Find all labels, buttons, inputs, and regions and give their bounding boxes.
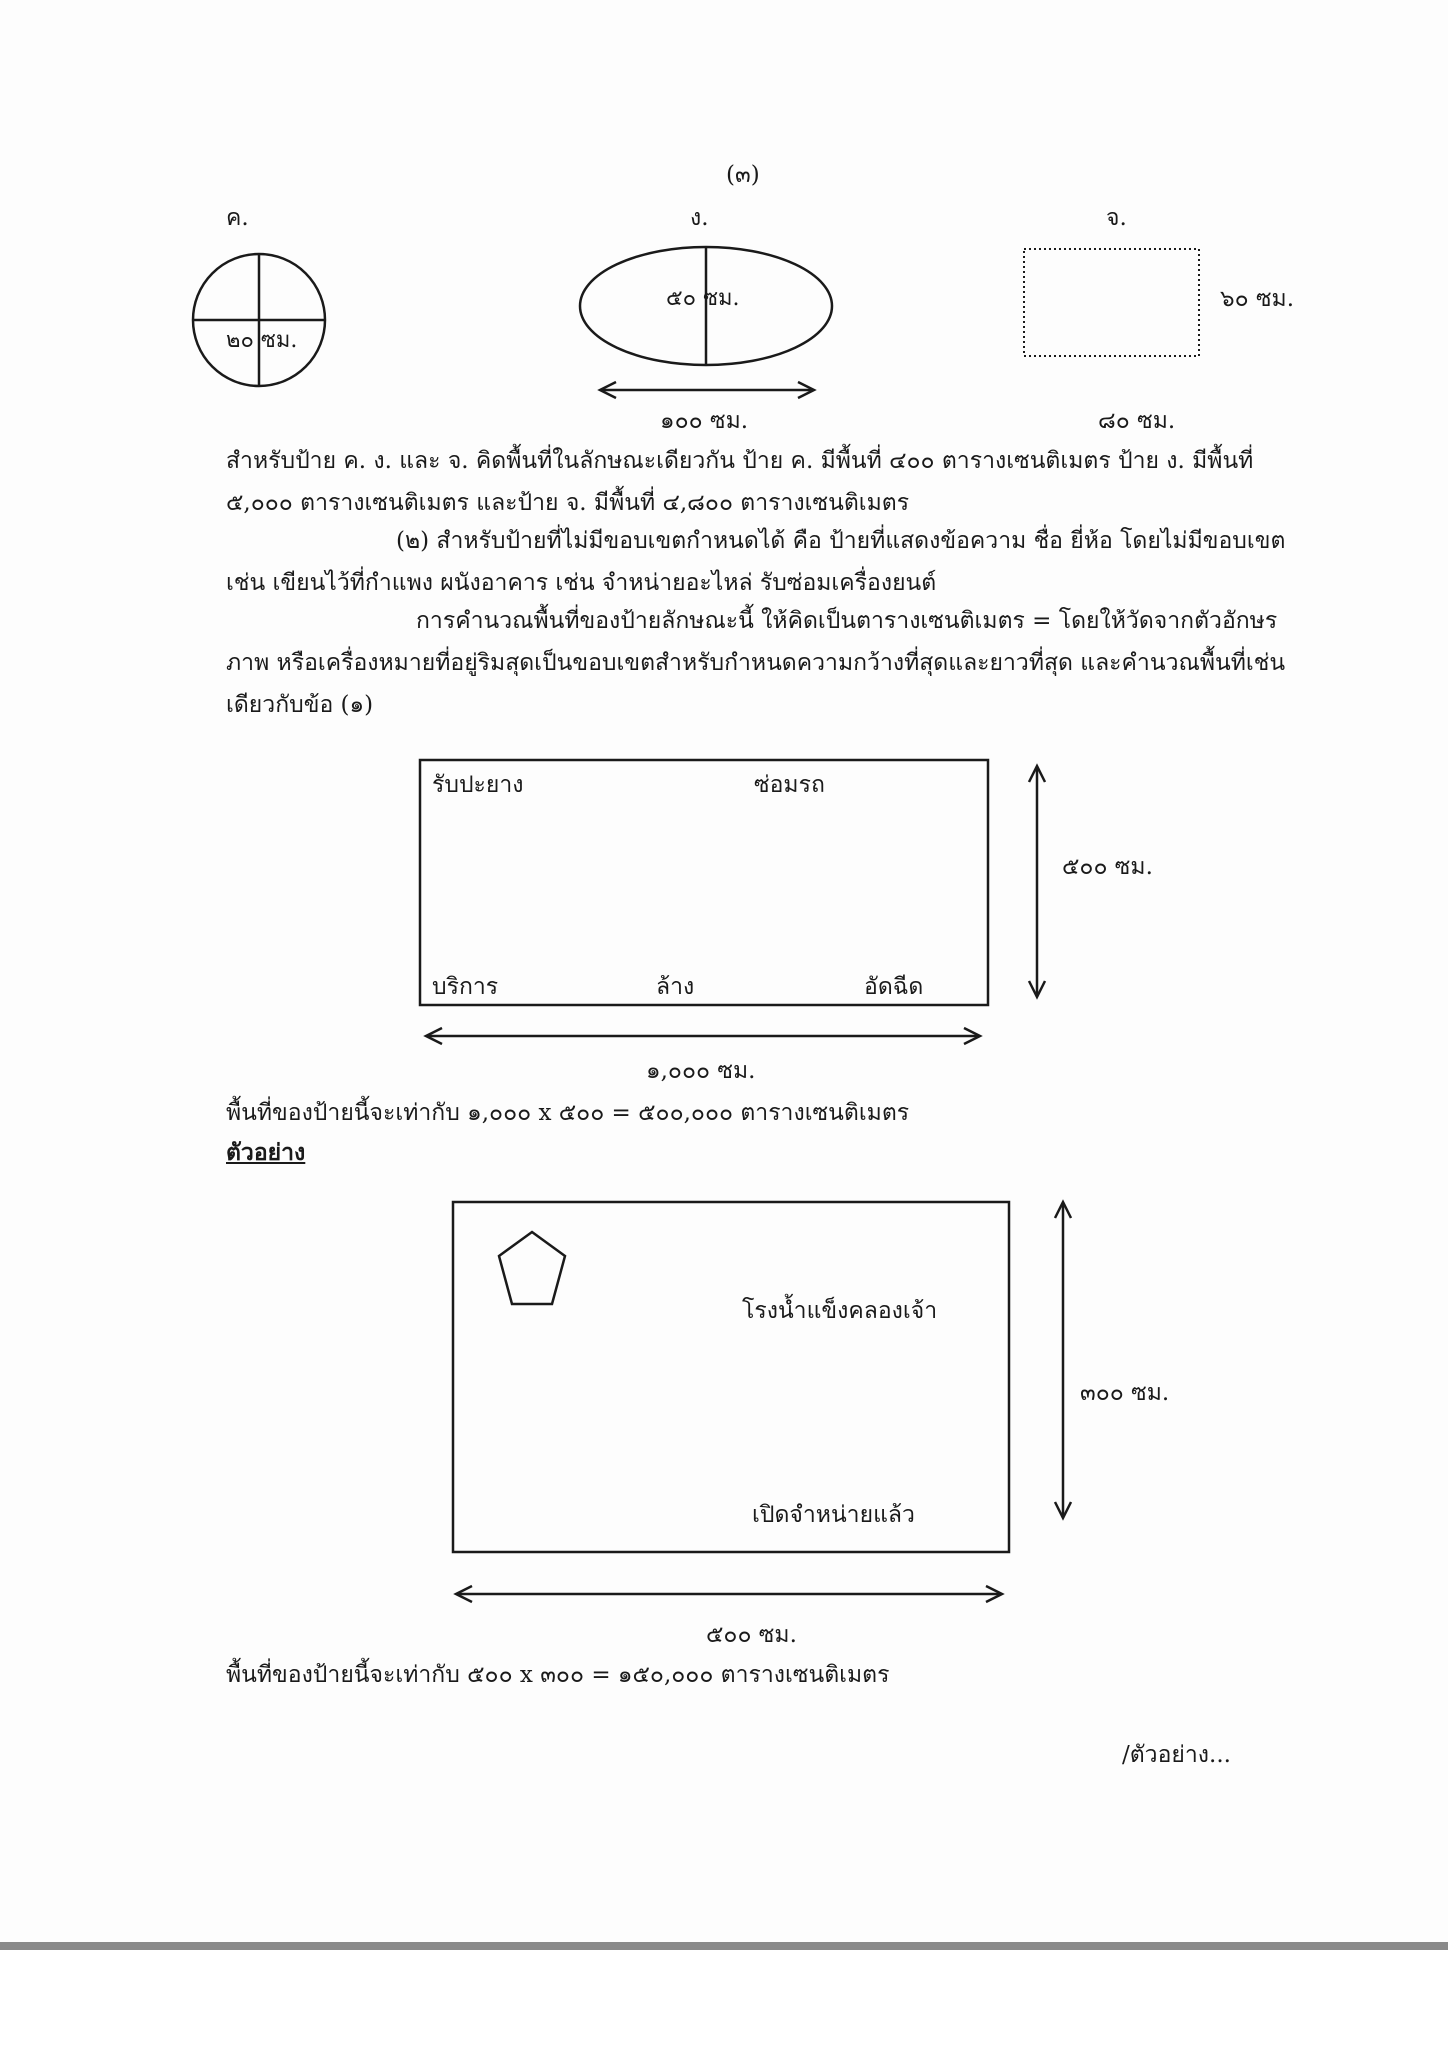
sign1-width-dimension: ๑,๐๐๐ ซม.: [646, 1058, 756, 1084]
pentagon-logo: [499, 1232, 565, 1304]
paragraph-2-block: [226, 520, 1306, 604]
sign2-height-dimension: ๓๐๐ ซม.: [1080, 1380, 1170, 1406]
sign1-text-top-left: รับปะยาง: [432, 772, 524, 798]
figure-ng-height-dimension: ๕๐ ซม.: [666, 286, 740, 311]
figure-ch-label: จ.: [1106, 205, 1127, 231]
paragraph-2-wrap: [226, 520, 1306, 604]
paragraph-3-block: [226, 600, 1306, 726]
figure-k-dimension: ๒๐ ซม.: [226, 328, 298, 353]
paragraph-areas: [226, 440, 1306, 524]
sign1-text-top-right: ซ่อมรถ: [754, 772, 825, 798]
sign1-text-bottom-mid: ล้าง: [656, 974, 695, 1000]
example-heading: ตัวอย่าง: [226, 1139, 306, 1166]
figure-k-circle: [193, 254, 325, 386]
figure-ng-width-dimension: ๑๐๐ ซม.: [660, 408, 749, 434]
sign1-text-bottom-right: อัดฉีด: [864, 974, 924, 1000]
paragraph-2: (๒) สำหรับป้ายที่ไม่มีขอบเขตกำหนดได้ คือ ป้ายที่แสดงข้อความ ชื่อ ยี่ห้อ โดยไม่มีขอบเขต เช่น เขียนไว้ที่กำแพง ผนังอาคาร เช่น จำหน่ายอะไหล่ รับซ่อมเครื่องยนต์: [226, 528, 1286, 596]
sign1-height-arrow: [1029, 766, 1045, 997]
continuation-text: /ตัวอย่าง...: [1122, 1742, 1231, 1768]
sign2-text-line2: เปิดจำหน่ายแล้ว: [752, 1502, 915, 1528]
figure-ch-rectangle: [1024, 249, 1199, 356]
sign1-height-dimension: ๕๐๐ ซม.: [1062, 854, 1153, 880]
sign1-width-arrow: [426, 1028, 980, 1044]
page-number: (๓): [726, 162, 760, 188]
figure-ng-label: ง.: [690, 205, 709, 231]
sign2-height-arrow: [1055, 1202, 1071, 1518]
sign1-area-text: พื้นที่ของป้ายนี้จะเท่ากับ ๑,๐๐๐ x ๕๐๐ = ๕๐๐,๐๐๐ ตารางเซนติเมตร: [226, 1100, 910, 1126]
sign2-width-dimension: ๕๐๐ ซม.: [706, 1622, 797, 1648]
figure-ng-width-arrow: [600, 382, 814, 398]
figure-ch-height-dimension: ๖๐ ซม.: [1220, 286, 1295, 312]
paragraph-3: การคำนวณพื้นที่ของป้ายลักษณะนี้ ให้คิดเป็นตารางเซนติเมตร = โดยให้วัดจากตัวอักษร ภาพ หรือเครื่องหมายที่อยู่ริมสุดเป็นขอบเขตสำหรับกำหนดความกว้างที่สุดและยาวที่สุด และคำนวณพื้นที่เช่นเดียวกับข้อ (๑): [226, 608, 1286, 718]
sign2-frame: [453, 1202, 1009, 1552]
sign2-width-arrow: [456, 1586, 1002, 1602]
sign1-text-bottom-left: บริการ: [432, 974, 499, 1000]
paragraph-1: สำหรับป้าย ค. ง. และ จ. คิดพื้นที่ในลักษณะเดียวกัน ป้าย ค. มีพื้นที่ ๔๐๐ ตารางเซนติเมตร ป้าย ง. มีพื้นที่ ๕,๐๐๐ ตารางเซนติเมตร และป้าย จ. มีพื้นที่ ๔,๘๐๐ ตารางเซนติเมตร: [226, 448, 1254, 516]
figure-ch-width-dimension: ๘๐ ซม.: [1098, 408, 1176, 434]
sign2-area-text: พื้นที่ของป้ายนี้จะเท่ากับ ๕๐๐ x ๓๐๐ = ๑๕๐,๐๐๐ ตารางเซนติเมตร: [226, 1662, 890, 1688]
paragraph-3-wrap: [226, 600, 1306, 726]
sign2-text-line1: โรงน้ำแข็งคลองเจ้า: [742, 1298, 938, 1324]
figure-k-label: ค.: [226, 205, 249, 231]
